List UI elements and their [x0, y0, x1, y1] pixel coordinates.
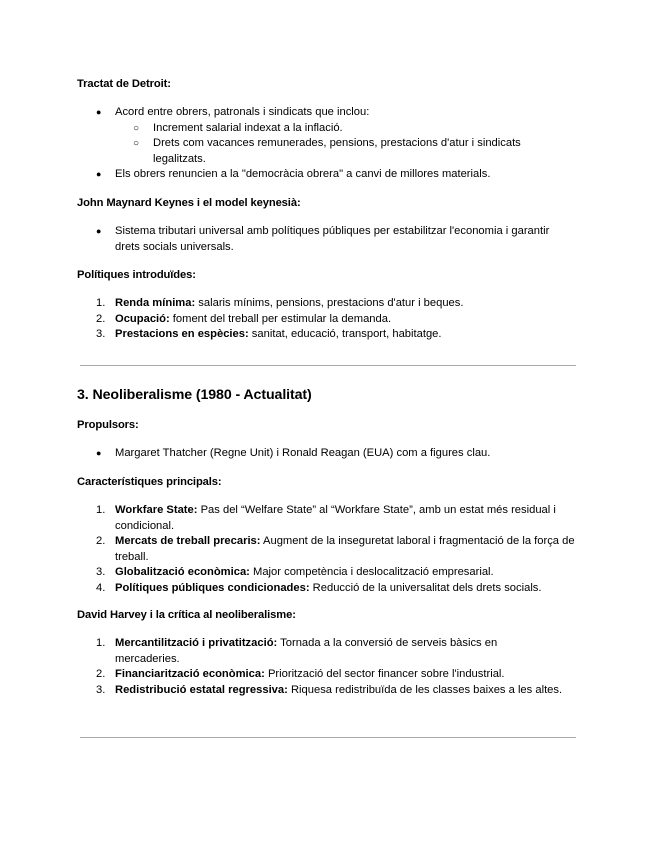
list-item: [77, 312, 575, 328]
list-item-term: Renda mínima:: [115, 297, 196, 309]
list-number: 1.: [96, 504, 106, 516]
list-item: [77, 667, 575, 683]
list-item: [77, 446, 575, 462]
list-item: [77, 565, 575, 581]
list-propulsors: [77, 446, 575, 462]
list-number: 2.: [96, 668, 106, 680]
sub-list-item-text: Increment salarial indexat a la inflació.: [153, 121, 343, 134]
list-keynes: [77, 224, 575, 255]
heading-politiques-introduides: Polítiques introduïdes:: [77, 269, 196, 281]
bullet-icon: ●: [96, 226, 102, 236]
list-number: 1.: [96, 297, 106, 309]
list-item-text: Tornada a la conversió de serveis bàsics en mercaderies.: [115, 637, 498, 665]
heading-david-harvey: David Harvey i la crítica al neoliberalisme:: [77, 609, 296, 621]
list-item: [77, 503, 575, 534]
list-item-text: Major competència i deslocalització empresarial.: [249, 566, 494, 578]
list-item-term: Financiarització econòmica:: [115, 668, 265, 680]
heading-keynes: John Maynard Keynes i el model keynesià:: [77, 197, 301, 209]
list-item-text: Priorització del sector financer sobre l'industrial.: [264, 668, 505, 680]
list-item: [77, 683, 565, 699]
list-item: [77, 327, 575, 343]
horizontal-rule: [80, 737, 576, 738]
sub-list-item-text: Drets com vacances remunerades, pensions, prestacions d'atur i sindicats legalitzats.: [153, 137, 521, 165]
horizontal-rule: [80, 365, 576, 366]
list-politiques-introduides: [77, 296, 575, 343]
list-item: [77, 167, 575, 183]
sub-list-item: [77, 136, 543, 167]
list-item: [77, 581, 575, 597]
list-item-text: Acord entre obrers, patronals i sindicats que inclou:: [115, 106, 370, 118]
list-item-term: Globalització econòmica:: [115, 566, 250, 578]
list-item: [77, 636, 535, 667]
bullet-icon: ●: [96, 107, 102, 117]
list-item-text: sanitat, educació, transport, habitatge.: [248, 328, 442, 340]
list-david-harvey: [77, 636, 575, 698]
list-number: 3.: [96, 683, 106, 696]
list-item: [77, 224, 575, 255]
list-item-text: salaris mínims, pensions, prestacions d'atur i beques.: [195, 297, 464, 309]
list-item-text: Reducció de la universalitat dels drets socials.: [309, 581, 542, 594]
list-item-text: Sistema tributari universal amb polítiques públiques per estabilitzar l'economia i garantir drets socials universals.: [115, 225, 550, 253]
list-item-text: Pas del “Welfare State” al “Workfare State”, amb un estat més residual i condicional.: [115, 504, 556, 532]
heading-propulsors: Propulsors:: [77, 419, 139, 431]
list-item-term: Polítiques públiques condicionades:: [115, 581, 310, 594]
list-number: 2.: [96, 535, 106, 547]
list-item-text: Margaret Thatcher (Regne Unit) i Ronald Reagan (EUA) com a figures clau.: [115, 447, 491, 459]
heading-tractat-detroit: Tractat de Detroit:: [77, 78, 171, 90]
list-number: 4.: [96, 581, 106, 594]
list-item-term: Mercantilització i privatització:: [115, 637, 278, 649]
list-number: 3.: [96, 566, 106, 578]
list-item: [77, 534, 575, 565]
list-number: 1.: [96, 637, 106, 649]
list-item-term: Redistribució estatal regressiva:: [115, 683, 288, 696]
list-item-text: Riquesa redistribuïda de les classes baixes a les altes.: [287, 683, 563, 696]
circle-bullet-icon: ○: [133, 138, 140, 149]
list-caracteristiques: [77, 503, 575, 596]
list-number: 3.: [96, 328, 106, 340]
list-item: [77, 296, 575, 312]
list-item-text: Els obrers renuncien a la "democràcia obrera" a canvi de millores materials.: [115, 168, 491, 180]
bullet-icon: ●: [96, 169, 102, 179]
list-item-text: foment del treball per estimular la demanda.: [169, 312, 392, 325]
list-item: [77, 105, 575, 121]
list-tractat-detroit: [77, 105, 575, 183]
bullet-icon: ●: [96, 448, 102, 458]
heading-caracteristiques: Característiques principals:: [77, 476, 222, 488]
list-item-text: Augment de la inseguretat laboral i fragmentació de la força de treball.: [115, 535, 575, 563]
list-item-term: Mercats de treball precaris:: [115, 535, 261, 547]
list-item-term: Workfare State:: [115, 504, 198, 516]
sub-list-item: [77, 121, 575, 137]
section-heading-neoliberalisme: 3. Neoliberalisme (1980 - Actualitat): [77, 387, 312, 403]
list-item-term: Prestacions en espècies:: [115, 328, 249, 340]
list-item-term: Ocupació:: [115, 312, 170, 325]
circle-bullet-icon: ○: [133, 122, 140, 134]
list-number: 2.: [96, 312, 106, 325]
